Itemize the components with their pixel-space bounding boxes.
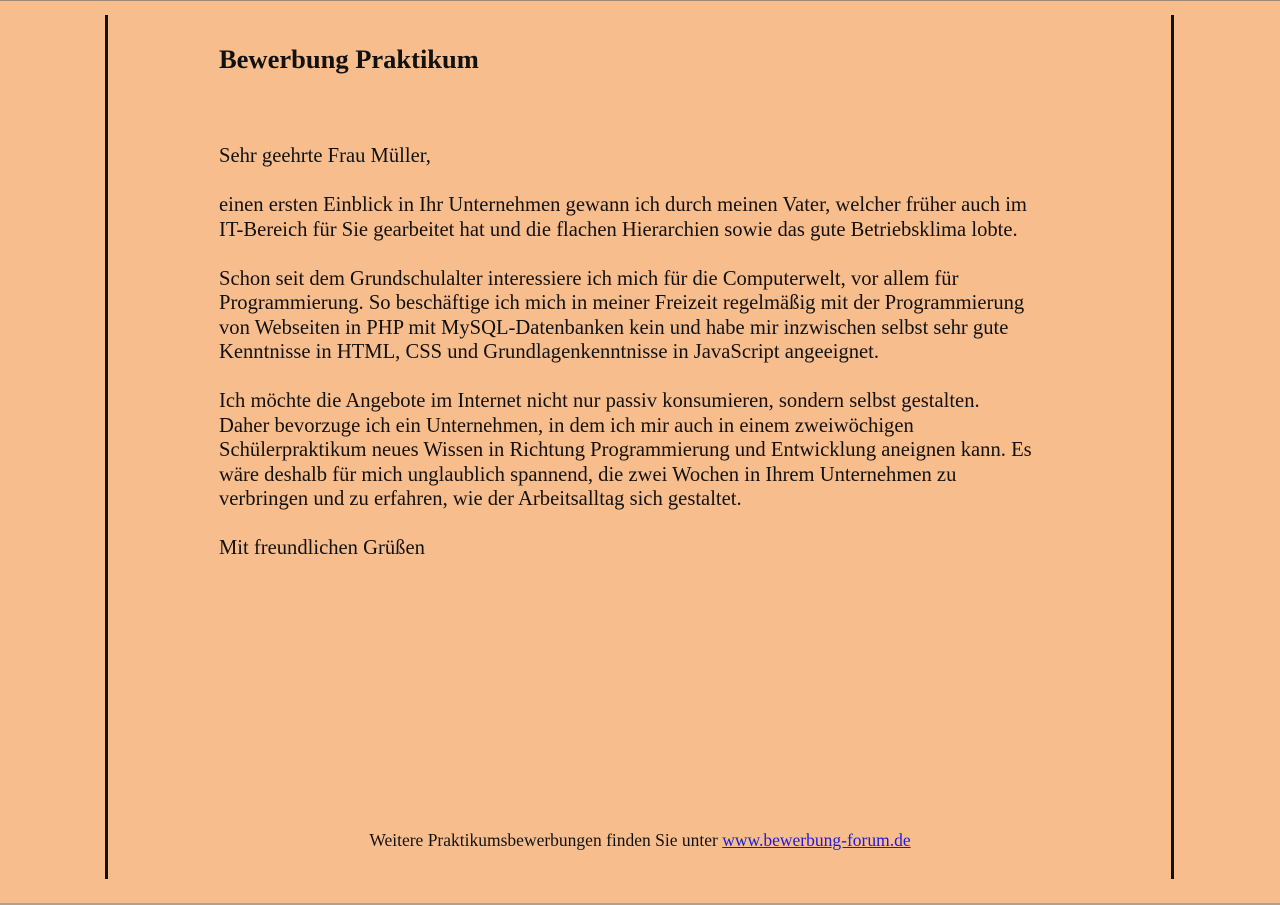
paragraph-3-line-2: Daher bevorzuge ich ein Unternehmen, in dem ich mir auch in einem zweiwöchigen: [219, 414, 914, 437]
left-vertical-rule: [105, 15, 108, 879]
paragraph-3-line-1: Ich möchte die Angebote im Internet nicht nur passiv konsumieren, sondern selbst gestalten.: [219, 390, 980, 412]
paragraph-3: [219, 389, 1079, 512]
paragraph-3-line-5: verbringen und zu erfahren, wie der Arbeitsalltag sich gestaltet.: [219, 488, 742, 510]
closing: Mit freundlichen Grüßen: [219, 537, 425, 559]
paragraph-2: [219, 267, 1079, 365]
paragraph-3-line-4: wäre deshalb für mich unglaublich spannend, die zwei Wochen in Ihrem Unternehmen zu: [219, 463, 957, 486]
paragraph-2-line-3: von Webseiten in PHP mit MySQL-Datenbanken kein und habe mir inzwischen selbst sehr gute: [219, 316, 1009, 339]
paragraph-2-line-1: Schon seit dem Grundschulalter interessiere ich mich für die Computerwelt, vor allem für: [219, 267, 959, 290]
paragraph-2-line-2: Programmierung. So beschäftige ich mich in meiner Freizeit regelmäßig mit der Programmierung: [219, 292, 1025, 314]
paragraph-3-line-3: Schülerpraktikum neues Wissen in Richtung Programmierung und Entwicklung aneignen kann. Es: [219, 439, 1032, 461]
paragraph-1-line-1: einen ersten Einblick in Ihr Unternehmen gewann ich durch meinen Vater, welcher früher auch im: [219, 194, 1027, 216]
salutation: Sehr geehrte Frau Müller,: [219, 145, 431, 167]
document-title: Bewerbung Praktikum: [219, 44, 479, 74]
letter-body: [219, 144, 1079, 585]
top-border: [0, 0, 1280, 1]
paragraph-2-line-4: Kenntnisse in HTML, CSS und Grundlagenkenntnisse in JavaScript angeeignet.: [219, 341, 880, 363]
paragraph-1: [219, 193, 1079, 242]
footer-link[interactable]: www.bewerbung-forum.de: [722, 830, 911, 850]
footer-text: Weitere Praktikumsbewerbungen finden Sie unter: [369, 830, 718, 850]
footer: [0, 829, 1280, 851]
footer-line: [369, 830, 910, 850]
right-vertical-rule: [1171, 15, 1174, 879]
paragraph-1-line-2: IT-Bereich für Sie gearbeitet hat und die flachen Hierarchien sowie das gute Betriebsklima lobte.: [219, 218, 1018, 241]
